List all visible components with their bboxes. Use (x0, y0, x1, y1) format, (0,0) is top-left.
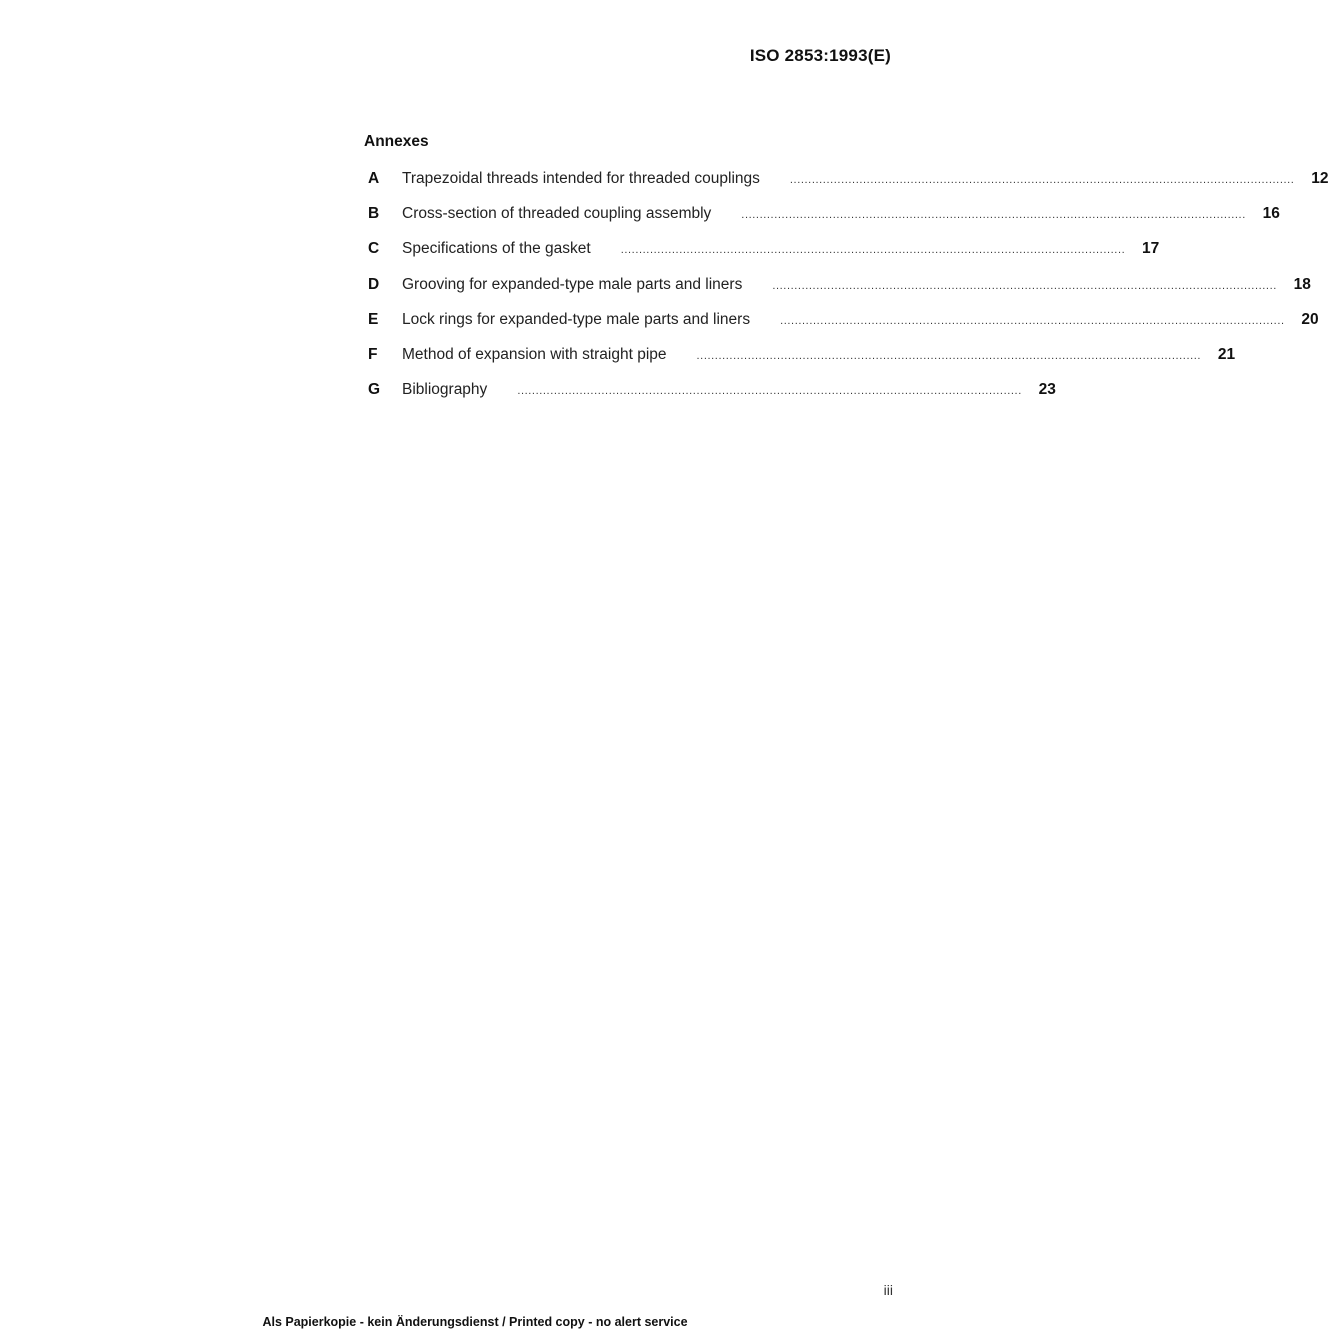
toc-page: 20 (1301, 310, 1319, 328)
toc-title: Trapezoidal threads intended for threaded couplings (402, 170, 760, 187)
toc-title: Grooving for expanded-type male parts and liners (402, 275, 743, 293)
toc-title: Lock rings for expanded-type male parts and liners (402, 310, 751, 328)
toc-entry-e (364, 306, 1319, 341)
toc-page: 23 (1038, 381, 1056, 399)
toc-leader: .......................................................................................................................................... (789, 174, 1295, 186)
toc-letter: F (368, 345, 378, 363)
toc-page: 16 (1262, 205, 1280, 223)
toc-title: Cross-section of threaded coupling assembly (402, 205, 712, 223)
toc-letter: G (368, 381, 381, 399)
toc-entry-f (364, 341, 1236, 376)
annexes-toc (364, 165, 1328, 411)
toc-page: 17 (1142, 240, 1160, 258)
toc-letter: D (368, 275, 380, 293)
toc-letter: A (368, 170, 380, 187)
toc-leader: .......................................................................................................................................... (696, 349, 1202, 362)
toc-entry-a (364, 165, 1328, 200)
toc-leader: .......................................................................................................................................... (620, 244, 1126, 257)
toc-page: 12 (1311, 170, 1328, 187)
toc-page: 18 (1293, 275, 1311, 293)
toc-leader: .......................................................................................................................................... (772, 279, 1277, 292)
toc-leader: .......................................................................................................................................... (517, 385, 1022, 398)
annexes-heading: Annexes (364, 133, 429, 150)
toc-entry-g (364, 376, 1056, 411)
toc-entry-d (364, 271, 1311, 306)
toc-title: Method of expansion with straight pipe (402, 345, 667, 363)
toc-letter: B (368, 205, 380, 223)
page-number: iii (883, 1282, 893, 1298)
toc-entry-c (364, 235, 1160, 270)
toc-leader: .......................................................................................................................................... (741, 209, 1246, 222)
document-id: ISO 2853:1993(E) (749, 46, 891, 65)
footer-notice: Als Papierkopie - kein Änderungsdienst / Printed copy - no alert service (262, 1315, 688, 1329)
toc-page: 21 (1217, 345, 1236, 363)
toc-letter: E (368, 310, 379, 328)
toc-leader: .......................................................................................................................................... (780, 314, 1285, 327)
toc-letter: C (368, 240, 380, 258)
toc-title: Specifications of the gasket (402, 240, 591, 258)
toc-title: Bibliography (402, 381, 488, 399)
toc-entry-b (364, 200, 1280, 235)
